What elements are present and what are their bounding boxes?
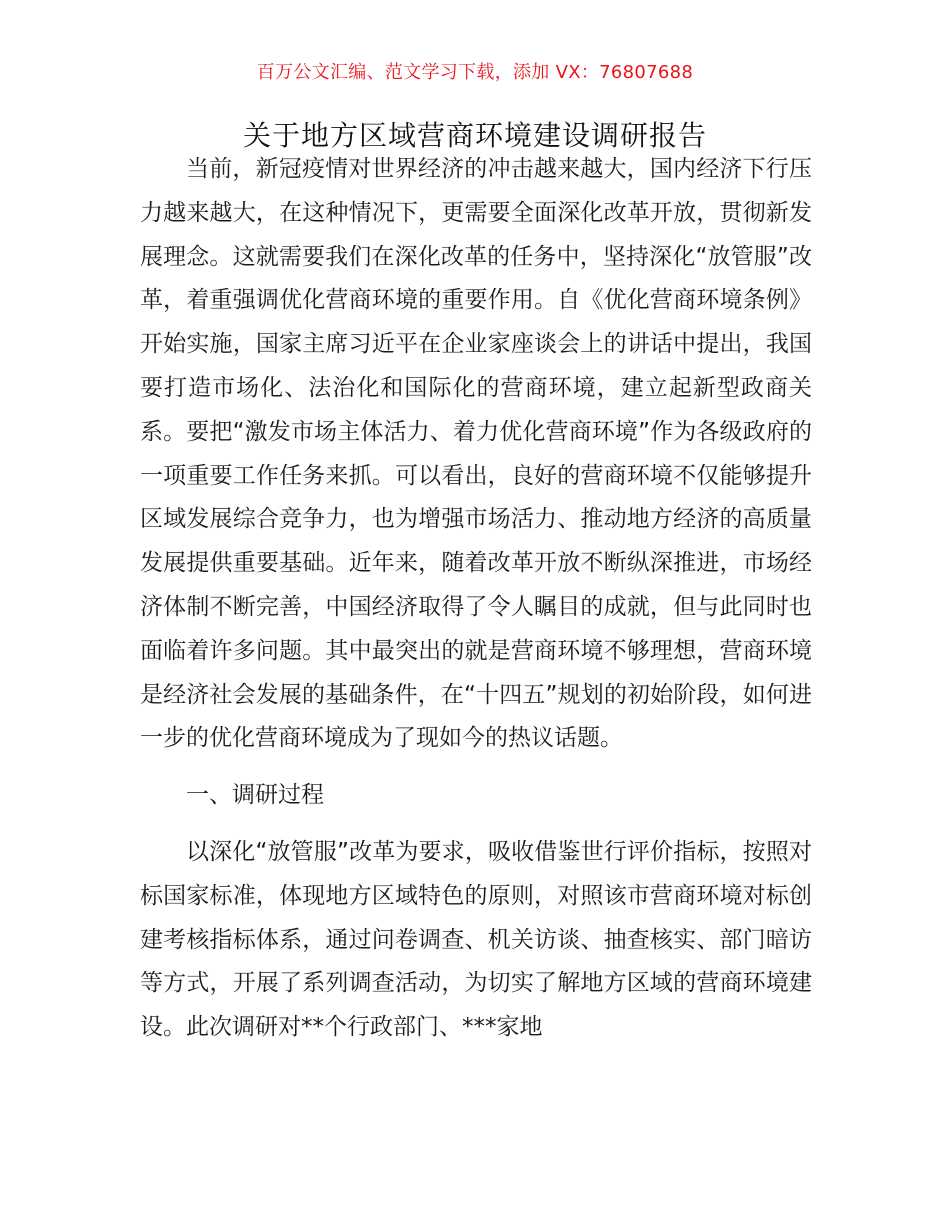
intro-paragraph: 当前，新冠疫情对世界经济的冲击越来越大，国内经济下行压力越来越大，在这种情况下，更需要全面深化改革开放，贯彻新发展理念。这就需要我们在深化改革的任务中，坚持深化“放管服”改革，着重强调优化营商环境的重要作用。自《优化营商环境条例》开始实施，国家主席习近平在企业家座谈会上的讲话中提出，我国要打造市场化、法治化和国际化的营商环境，建立起新型政商关系。要把“激发市场主体活力、着力优化营商环境”作为各级政府的一项重要工作任务来抓。可以看出，良好的营商环境不仅能够提升区域发展综合竞争力，也为增强市场活力、推动地方经济的高质量发展提供重要基础。近年来，随着改革开放不断纵深推进，市场经济体制不断完善，中国经济取得了令人瞩目的成就，但与此同时也面临着许多问题。其中最突出的就是营商环境不够理想，营商环境是经济社会发展的基础条件，在“十四五”规划的初始阶段，如何进一步的优化营商环境成为了现如今的热议话题。 xyxy=(140,156,812,752)
document-body xyxy=(140,148,812,1050)
research-process-paragraph: 以深化“放管服”改革为要求，吸收借鉴世行评价指标，按照对标国家标准，体现地方区域特色的原则，对照该市营商环境对标创建考核指标体系，通过问卷调查、机关访谈、抽查核实、部门暗访等方式，开展了系列调查活动，为切实了解地方区域的营商环境建设。此次调研对**个行政部门、***家地 xyxy=(140,838,812,1041)
section-heading-research-process: 一、调研过程 xyxy=(186,782,324,809)
promo-header: 百万公文汇编、范文学习下载，添加 VX：76807688 xyxy=(256,62,694,83)
document-title: 关于地方区域营商环境建设调研报告 xyxy=(242,119,707,152)
